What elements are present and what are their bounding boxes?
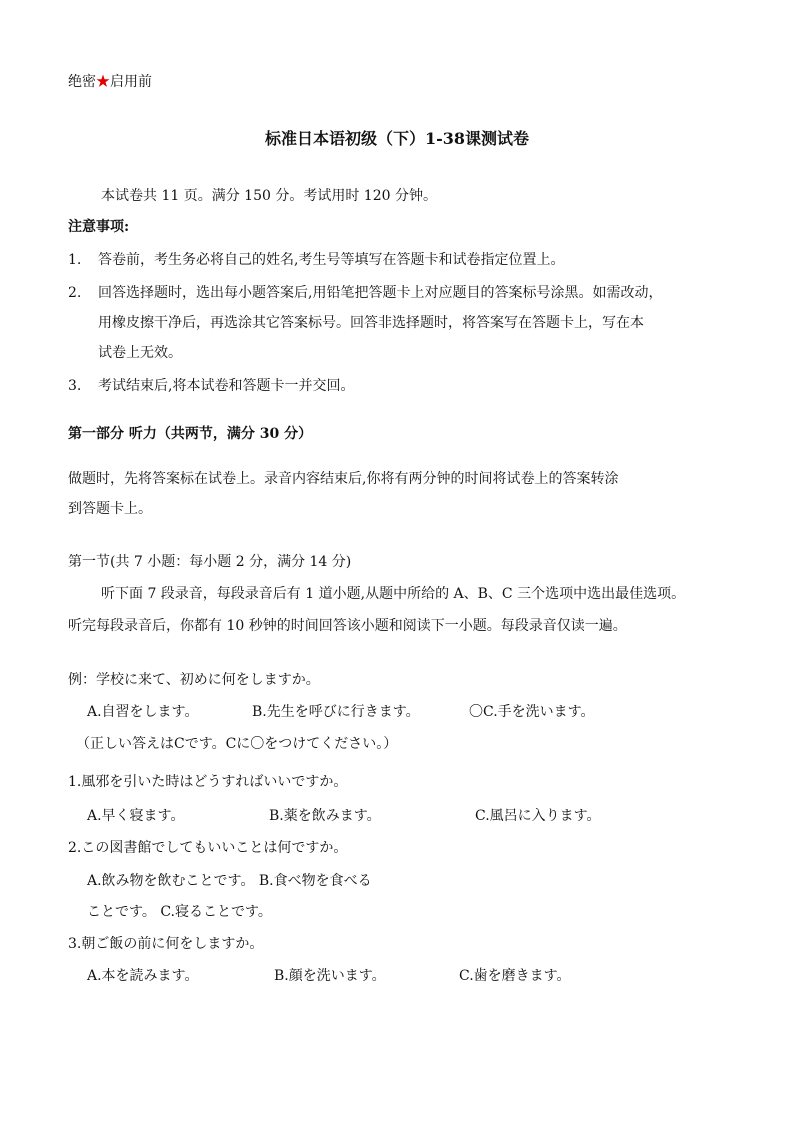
notice-item-2-line-1: 回答选择题时，选出每小题答案后,用铅笔把答题卡上对应题目的答案标号涂黑。如需改动， [98, 285, 663, 301]
question-1: 1.風邪を引いた時はどうすればいいですか。 [68, 774, 348, 790]
question-3-option-b: B.顔を洗います。 [274, 968, 386, 984]
question-3-option-c: C.歯を磨きます。 [459, 968, 571, 984]
question-2: 2.この図書館でしてもいいことは何ですか。 [68, 840, 348, 856]
question-1-option-b: B.薬を飲みます。 [269, 808, 381, 824]
notice-item-2-line-3: 试卷上无效。 [98, 345, 182, 361]
notice-item-1-text: 答卷前，考生务必将自己的姓名,考生号等填写在答题卡和试卷指定位置上。 [98, 252, 565, 268]
question-2-options-line-1: A.飲み物を飲むことです。 B.食べ物を食べる [87, 873, 372, 889]
example-note: （正しい答えはCです。Cに〇をつけてください。） [76, 736, 398, 752]
star-icon: ★ [96, 74, 110, 90]
question-2-options-line-2: ことです。 C.寝ることです。 [87, 904, 272, 920]
confidential-suffix: 启用前 [110, 74, 152, 90]
part1-instruction-line-2: 到答题卡上。 [68, 501, 152, 517]
question-3-option-a: A.本を読みます。 [87, 968, 199, 984]
section1-instruction-line-1: 听下面 7 段录音，每段录音后有 1 道小题,从题中所给的 A、B、C 三个选项中选出最佳选项。 [101, 586, 686, 602]
section1-heading: 第一节(共 7 小题：每小题 2 分，满分 14 分) [68, 554, 352, 570]
intro-text: 本试卷共 11 页。满分 150 分。考试用时 120 分钟。 [101, 188, 437, 204]
notice-item-3-num: 3. [68, 378, 82, 394]
notice-item-1-num: 1. [68, 252, 82, 268]
notice-item-2-line-2: 用橡皮擦干净后，再选涂其它答案标号。回答非选择题时，将答案写在答题卡上，写在本 [98, 315, 644, 331]
example-question: 例：学校に来て、初めに何をしますか。 [68, 672, 320, 688]
confidential-header [68, 72, 152, 92]
example-option-c: 〇C.手を洗います。 [469, 704, 595, 720]
part1-heading: 第一部分 听力（共两节，满分 30 分） [68, 426, 313, 442]
confidential-prefix: 绝密 [68, 74, 96, 90]
notice-item-2-num: 2. [68, 285, 82, 301]
question-1-option-a: A.早く寝ます。 [87, 808, 185, 824]
question-1-option-c: C.風呂に入ります。 [475, 808, 601, 824]
notice-heading: 注意事项: [68, 219, 130, 235]
exam-title: 标准日本语初级（下）1-38课测试卷 [264, 129, 530, 148]
question-3: 3.朝ご飯の前に何をしますか。 [68, 936, 264, 952]
section1-instruction-line-2: 听完每段录音后，你都有 10 秒钟的时间回答该小题和阅读下一小题。每段录音仅读一遍。 [68, 618, 627, 634]
part1-instruction-line-1: 做题时，先将答案标在试卷上。录音内容结束后,你将有两分钟的时间将试卷上的答案转涂 [68, 471, 619, 487]
example-option-a: A.自習をします。 [87, 704, 199, 720]
example-option-b: B.先生を呼びに行きます。 [252, 704, 420, 720]
notice-item-3-text: 考试结束后,将本试卷和答题卡一并交回。 [98, 378, 355, 394]
